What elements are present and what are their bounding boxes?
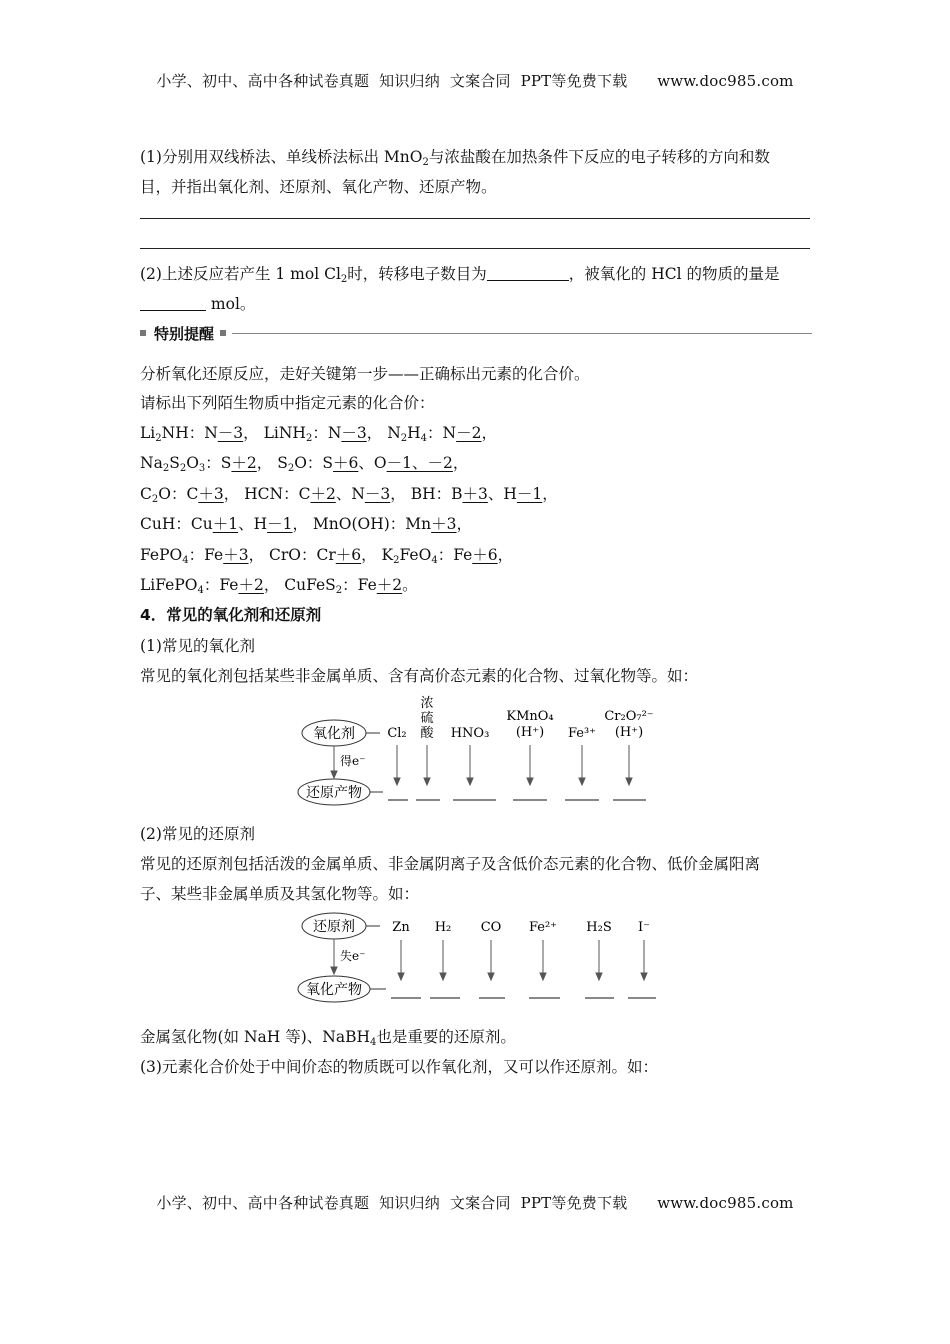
question-2-line-1 (140, 262, 780, 284)
text-fragment: Li (140, 424, 156, 442)
text-fragment: ， LiNH (243, 424, 306, 442)
item-zn: Zn (392, 920, 410, 935)
text-fragment: O (186, 454, 199, 472)
text-fragment: ， (497, 546, 514, 564)
q2-sub: 2 (340, 274, 348, 285)
valence-answer: －1 (516, 485, 543, 503)
tip-request: 请标出下列陌生物质中指定元素的化合价： (140, 394, 435, 412)
section-4-title: 4．常见的氧化剂和还原剂 (140, 606, 322, 624)
text-fragment: 2 (179, 463, 187, 474)
text-fragment: 4 (369, 1037, 377, 1048)
question-1-line-2: 目，并指出氧化剂、还原剂、氧化产物、还原产物。 (140, 178, 497, 196)
text-fragment: CuH：Cu (140, 515, 213, 533)
valence-answer: ＋1 (212, 515, 239, 533)
text-fragment: ， N (366, 424, 401, 442)
item-fe3: Fe³⁺ (567, 726, 597, 741)
text-fragment: H (407, 424, 421, 442)
text-fragment: ：N (427, 424, 457, 442)
q1-text-b: 与浓盐酸在加热条件下反应的电子转移的方向和数 (428, 148, 770, 166)
text-fragment: 3 (198, 463, 206, 474)
text-fragment: Na (140, 454, 163, 472)
valence-row-4 (140, 512, 472, 534)
text-fragment: ， (452, 454, 469, 472)
text-fragment: 、N (335, 485, 365, 503)
subsection-intermediate: (3)元素化合价处于中间价态的物质既可以作氧化剂，又可以作还原剂。如： (140, 1058, 658, 1076)
text-fragment: 2 (162, 463, 170, 474)
text-fragment: 2 (155, 433, 162, 444)
text-fragment: ：Fe (437, 546, 473, 564)
text-fragment: 4 (197, 585, 204, 596)
oxidant-diagram (290, 690, 660, 815)
valence-answer: －1 (267, 515, 293, 533)
answer-line-2[interactable] (140, 248, 810, 249)
valence-answer: ＋2 (238, 576, 264, 594)
q1-sub: 2 (422, 157, 429, 168)
item-h2: H₂ (434, 920, 452, 935)
text-fragment: O：C (158, 485, 199, 503)
valence-answer: －3 (217, 424, 244, 442)
text-fragment: C (140, 485, 152, 503)
lose-electron-label: 失e⁻ (340, 949, 366, 963)
valence-answer: －3 (364, 485, 391, 503)
valence-answer: ＋3 (223, 546, 249, 564)
item-kmno4-acid: (H⁺) (515, 725, 545, 740)
valence-answer: ＋3 (462, 485, 488, 503)
item-kmno4: KMnO₄ (506, 709, 554, 724)
text-fragment: 2 (335, 585, 343, 596)
page-header: 小学、初中、高中各种试卷真题 知识归纳 文案合同 PPT等免费下载 www.doc985.com (156, 72, 794, 90)
text-fragment: ：Fe (342, 576, 377, 594)
tip-label: 特别提醒 (154, 324, 215, 343)
valence-answer: ＋3 (431, 515, 457, 533)
text-fragment: ， (542, 485, 558, 503)
text-fragment: ：S (205, 454, 232, 472)
text-fragment: O：S (294, 454, 334, 472)
text-fragment: NH：N (161, 424, 218, 442)
text-fragment: 2 (305, 433, 313, 444)
bullet-square-icon (220, 330, 226, 336)
valence-answer: ＋6 (333, 454, 359, 472)
text-fragment: ， BH：B (390, 485, 463, 503)
answer-line-1[interactable] (140, 218, 810, 219)
valence-answer: －3 (341, 424, 367, 442)
item-cr2o7-acid: (H⁺) (614, 725, 644, 740)
text-fragment: FePO (140, 546, 183, 564)
text-fragment: ， MnO(OH)：Mn (292, 515, 432, 533)
reduction-product-label: 还原产物 (306, 785, 362, 801)
text-fragment: 2 (400, 433, 408, 444)
text-fragment: 4 (431, 555, 438, 566)
text-fragment: 。 (402, 576, 418, 594)
oxidant-node-label: 氧化剂 (313, 726, 355, 742)
text-fragment: FeO (399, 546, 432, 564)
text-fragment: 4 (182, 555, 189, 566)
valence-answer: ＋2 (231, 454, 257, 472)
reductant-node-label: 还原剂 (313, 919, 355, 935)
q2-text-c: ，被氧化的 HCl 的物质的量是 (568, 265, 780, 283)
electron-count-blank[interactable] (487, 265, 569, 281)
text-fragment: ， K (361, 546, 394, 564)
q2-text-b: 时，转移电子数目为 (347, 265, 487, 283)
valence-answer: ＋6 (335, 546, 362, 564)
reductant-diagram (290, 908, 670, 1008)
item-co: CO (480, 920, 502, 935)
gain-electron-label: 得e⁻ (340, 754, 366, 768)
special-tip-banner (140, 322, 812, 344)
text-fragment: 4 (420, 433, 428, 444)
q2-text-d: mol。 (206, 295, 256, 313)
text-fragment: 也是重要的还原剂。 (376, 1028, 516, 1046)
q2-text-a: (2)上述反应若产生 1 mol Cl (140, 265, 341, 283)
text-fragment: 2 (151, 494, 159, 505)
valence-row-6 (140, 573, 418, 595)
text-fragment: ， (456, 515, 473, 533)
hcl-amount-blank[interactable] (140, 295, 206, 311)
valence-answer: ＋3 (198, 485, 224, 503)
text-fragment: ， (481, 424, 498, 442)
text-fragment: 、O (358, 454, 387, 472)
q1-text-a: (1)分别用双线桥法、单线桥法标出 MnO (140, 148, 423, 166)
item-conc-h2so4: 浓硫酸 (420, 696, 434, 741)
valence-answer: ＋6 (472, 546, 498, 564)
text-fragment: 2 (287, 463, 295, 474)
subsection-reductants-title: (2)常见的还原剂 (140, 825, 255, 843)
valence-answer: －1、－2 (386, 454, 453, 472)
tip-rule (232, 333, 812, 334)
text-fragment: ， CuFeS (263, 576, 336, 594)
item-h2s: H₂S (586, 920, 612, 935)
text-fragment: 、H (487, 485, 517, 503)
reductants-description-1: 常见的还原剂包括活泼的金属单质、非金属阴离子及含低价态元素的化合物、低价金属阳离 (140, 855, 761, 873)
valence-row-3 (140, 482, 558, 504)
valence-row-1 (140, 421, 497, 443)
reductants-description-2: 子、某些非金属单质及其氢化物等。如： (140, 885, 420, 903)
question-2-line-2 (140, 292, 255, 314)
item-cr2o7: Cr₂O₇²⁻ (604, 709, 654, 724)
item-fe2: Fe²⁺ (528, 920, 558, 935)
hydride-note (140, 1025, 516, 1047)
oxidation-product-label: 氧化产物 (306, 982, 362, 998)
subsection-oxidants-title: (1)常见的氧化剂 (140, 637, 255, 655)
text-fragment: ：Fe (203, 576, 239, 594)
valence-answer: －2 (456, 424, 482, 442)
text-fragment: 金属氢化物(如 NaH 等)、NaBH (140, 1028, 370, 1046)
valence-answer: ＋2 (376, 576, 403, 594)
item-hno3: HNO₃ (450, 726, 490, 741)
question-1-line-1 (140, 145, 770, 167)
oxidants-description: 常见的氧化剂包括某些非金属单质、含有高价态元素的化合物、过氧化物等。如： (140, 667, 699, 685)
page-footer: 小学、初中、高中各种试卷真题 知识归纳 文案合同 PPT等免费下载 www.doc985.com (156, 1194, 794, 1212)
text-fragment: ：N (312, 424, 342, 442)
text-fragment: LiFePO (140, 576, 198, 594)
text-fragment: ：Fe (188, 546, 224, 564)
text-fragment: ， HCN：C (223, 485, 311, 503)
tip-intro: 分析氧化还原反应，走好关键第一步——正确标出元素的化合价。 (140, 365, 590, 383)
text-fragment: ， CrO：Cr (248, 546, 336, 564)
valence-row-2 (140, 451, 468, 473)
valence-answer: ＋2 (310, 485, 336, 503)
text-fragment: S (169, 454, 180, 472)
valence-row-5 (140, 543, 513, 565)
text-fragment: ， S (256, 454, 288, 472)
text-fragment: 2 (393, 555, 400, 566)
text-fragment: 、H (238, 515, 268, 533)
item-iodide: I⁻ (638, 920, 650, 935)
item-cl2: Cl₂ (387, 726, 407, 741)
bullet-square-icon (140, 330, 146, 336)
